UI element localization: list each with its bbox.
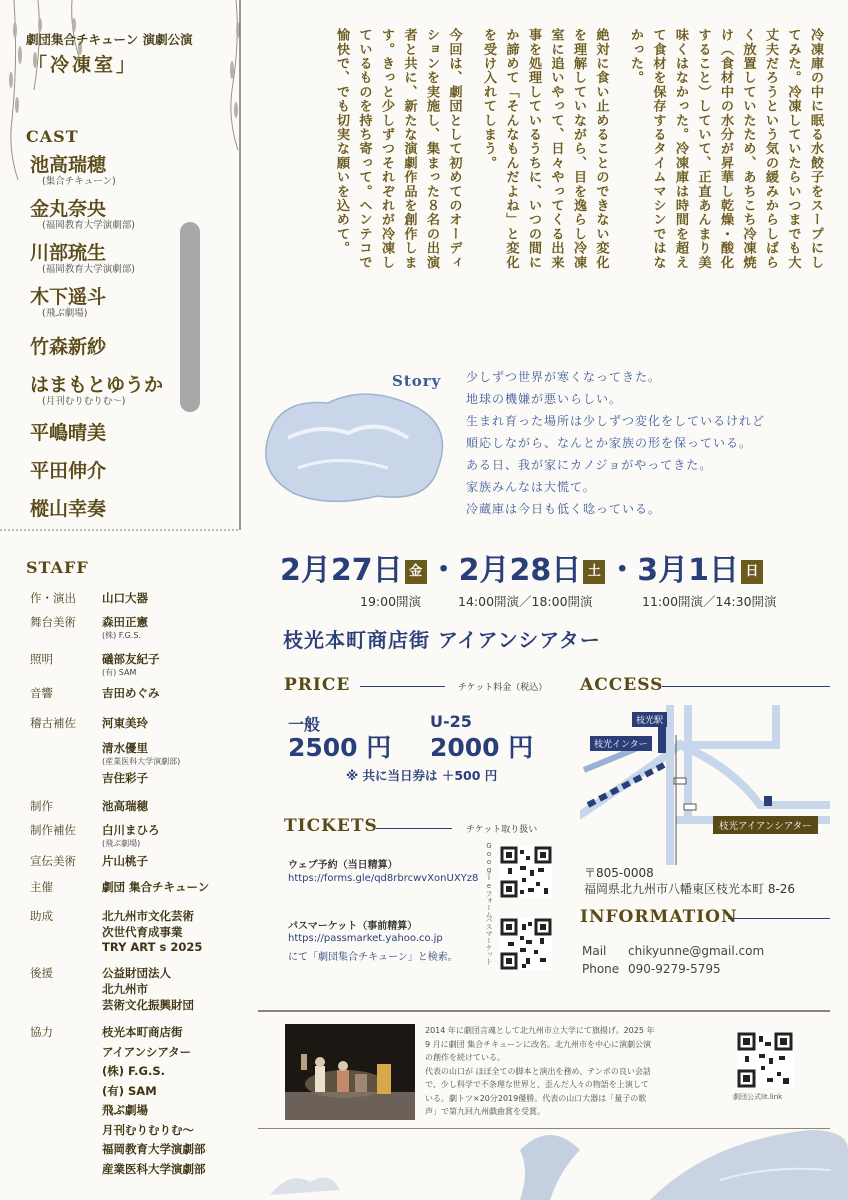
intro-line: を理解していながら、目を逸らし冷凍: [571, 28, 586, 270]
cast-member: [30, 154, 230, 190]
pass-note: にて「劇団集合チキューン」と検索。: [288, 952, 458, 963]
cast-member: [30, 242, 230, 278]
official-qr-code[interactable]: [737, 1032, 793, 1088]
phone-label: Phone: [582, 962, 620, 976]
about-line: の創作を続けている。: [425, 1053, 505, 1062]
staff-heading: STAFF: [26, 558, 89, 577]
intro-line: てみた。冷凍していたらいつまでも大: [785, 28, 801, 270]
play-title: 「冷凍室」: [28, 54, 139, 76]
about-line: で、少し科学で不条理な世界と、歪んだ人々の物語を上演して: [425, 1080, 649, 1089]
phone-number: 090-9279-5795: [628, 962, 721, 976]
price-rule: [360, 686, 445, 687]
cast-member: [30, 286, 230, 322]
staff-row: 稽古補佐 河東美玲: [30, 716, 148, 730]
door-note: ※ 共に当日券は ＋500 円: [346, 768, 498, 783]
story-text: [466, 366, 836, 520]
staff-row: 主催 劇団 集合チキューン: [30, 880, 210, 894]
pass-label: パスマーケット（事前精算）: [288, 921, 418, 932]
cast-affiliation: (福岡教育大学演劇部): [42, 264, 135, 275]
cast-name: 金丸奈央: [30, 198, 107, 220]
tickets-note-label: チケット取り扱い: [466, 825, 538, 835]
about-top-rule: [258, 1010, 830, 1012]
staff-row: 制作補佐 白川まひろ (飛ぶ劇場): [30, 823, 160, 848]
cast-heading: CAST: [26, 127, 79, 146]
cast-name: 池高瑞穂: [30, 154, 107, 176]
intro-line: か諦めて「そんなもんだよね」と変化: [503, 28, 519, 270]
pass-qr-caption: パスマーケット: [485, 916, 493, 965]
address: 福岡県北九州市八幡東区枝光本町 8-26: [584, 882, 796, 896]
staff-row: 助成 北九州市文化芸術 次世代育成事業 TRY ART s 2025: [30, 909, 203, 954]
cast-affiliation: (集合チキューン): [42, 176, 116, 187]
date-3: 3月1日: [637, 553, 739, 588]
intro-line: 愉快で、でも切実な願いを込めて。: [334, 28, 349, 256]
cast-name: 平田伸介: [30, 460, 107, 482]
price-note-label: チケット料金（税込）: [458, 683, 548, 693]
information-heading: INFORMATION: [580, 907, 738, 927]
intro-line: 味くはなかった。冷凍庫は時間を超え: [673, 28, 688, 270]
date-1: 2月27日: [280, 553, 403, 588]
intro-line: ているものを持ち寄って。ヘンテコで: [356, 28, 372, 270]
intro-line: 事を処理しているうちに、いつの間に: [526, 28, 541, 270]
staff-row: 吉住彩子: [102, 771, 148, 785]
about-line: 代表の山口が ほぼ全ての脚本と演出を務め、テンポの良い会話: [425, 1066, 651, 1076]
cast-name: はまもとゆうか: [30, 374, 164, 396]
intro-line: 冷凍庫の中に眠る水餃子をスープにし: [808, 28, 823, 270]
staff-row: 制作 池高瑞穂: [30, 799, 148, 813]
date-separator: ・: [428, 553, 459, 588]
venue: 枝光本町商店街 アイアンシアター: [283, 628, 601, 652]
map-label-station: 枝光駅: [632, 712, 667, 727]
about-line: 声」で第九回九州戯曲賞を受賞。: [425, 1107, 545, 1116]
cast-name: 平嶋晴美: [30, 422, 107, 444]
cast-name: 川部琉生: [30, 242, 107, 264]
intro-line: て食材を保存するタイムマシンではな: [650, 28, 666, 270]
story-line: 家族みんなは大慌て。: [466, 480, 596, 494]
cast-affiliation: (飛ぶ劇場): [42, 308, 88, 319]
pass-url-link[interactable]: https://passmarket.yahoo.co.jp: [288, 933, 443, 944]
cast-member: [30, 336, 230, 366]
access-rule: [662, 686, 830, 687]
staff-row: 宣伝美術 片山桃子: [30, 854, 148, 868]
staff-row: 協力 枝光本町商店街 アイアンシアター (株) F.G.S. (有) SAM 飛ぶ劇場 月刊むりむりむ〜 福岡教育大学演劇部 産業医科大学演劇部: [30, 1025, 206, 1176]
staff-row: 清水優里 (産業医科大学演劇部): [102, 741, 181, 766]
rod-decoration: [180, 222, 200, 412]
official-qr-caption: 劇団公式lit.link: [733, 1093, 783, 1101]
story-line: 冷蔵庫は今日も低く唸っている。: [466, 502, 662, 516]
cast-affiliation: (福岡教育大学演劇部): [42, 220, 135, 231]
date-2: 2月28日: [458, 553, 582, 588]
cast-member: [30, 198, 230, 234]
story-line: ある日、我が家にカノジョがやってきた。: [466, 458, 713, 472]
story-line: 少しずつ世界が寒くなってきた。: [466, 370, 662, 384]
cast-name: 樅山幸奏: [30, 498, 107, 520]
map-label-interchange: 枝光インター: [590, 736, 652, 751]
web-qr-caption: Googleフォーム: [485, 842, 493, 918]
intro-line: 今回は、劇団として初めてのオーディ: [446, 28, 462, 270]
story-line: 順応しながら、なんとか家族の形を保っている。: [466, 436, 753, 450]
cast-list: [30, 154, 230, 528]
day-badge-3: 日: [741, 560, 763, 584]
staff-row: 舞台美術 森田正憲 (株) F.G.S.: [30, 615, 148, 640]
general-label: 一般: [288, 715, 321, 734]
date-separator: ・: [607, 553, 638, 588]
price-heading: PRICE: [284, 675, 351, 695]
u25-price: 2000 円: [430, 733, 534, 762]
story-line: 生まれ育った場所は少しずつ変化をしているけれど: [466, 414, 766, 428]
intro-line: かった。: [628, 28, 643, 85]
general-price: 2500 円: [288, 733, 392, 762]
intro-line: け（食材中の水分が昇華し乾燥・酸化: [718, 28, 733, 270]
staff-row: 作・演出 山口大器: [30, 591, 148, 605]
schedule-dates: [280, 545, 830, 589]
cast-name: 竹森新紗: [30, 336, 107, 358]
staff-row: 照明 礒部友紀子 (有) SAM: [30, 652, 160, 677]
intro-line: 絶対に食い止めることのできない変化: [593, 28, 609, 270]
intro-line: すること）していて、正直あんまり美: [695, 28, 711, 270]
about-line: 9 月に劇団 集合チキューンに改名。北九州市を中心に演劇公演: [425, 1039, 652, 1049]
staff-row: 後援 公益財団法人 北九州市 芸術文化振興財団: [30, 966, 194, 1012]
intro-line: を受け入れてしまう。: [481, 28, 496, 170]
postal-code: 〒805-0008: [584, 866, 654, 880]
pass-qr-code[interactable]: [500, 918, 552, 970]
cast-member: [30, 498, 230, 528]
access-heading: ACCESS: [580, 675, 664, 695]
map-label-theater: 枝光アイアンシアター: [713, 816, 818, 834]
about-line: いる。劇トツ×20分2019優勝。代表の山口大器は「量子の歌: [425, 1093, 647, 1103]
ice-block-illustration: [258, 378, 458, 518]
mail-label: Mail: [582, 944, 607, 958]
whale-decoration: [250, 1110, 848, 1200]
stage-photo: [285, 1024, 415, 1120]
left-panel: [0, 0, 240, 1200]
about-line: 2014 年に劇団言魂として北九州市立大学にて旗揚げ。2025 年: [425, 1026, 655, 1035]
day-badge-1: 金: [405, 560, 427, 584]
intro-line: 丈夫だろうという気の緩みからしばら: [763, 28, 778, 270]
web-label: ウェブ予約（当日精算）: [288, 860, 398, 871]
staff-row: 音響 吉田めぐみ: [30, 686, 160, 700]
web-url-link[interactable]: https://forms.gle/qd8rbrcwvXonUXYz8: [288, 873, 479, 884]
cast-member: [30, 374, 230, 410]
about-text: [425, 1024, 717, 1119]
web-qr-code[interactable]: [500, 846, 552, 898]
cast-name: 木下遥斗: [30, 286, 107, 308]
u25-label: U-25: [430, 712, 472, 731]
day-badge-2: 土: [583, 560, 605, 584]
story-heading: Story: [392, 372, 442, 390]
time-2: 14:00開演／18:00開演: [458, 594, 593, 609]
intro-line: 室に追いやって、日々やってくる出来: [548, 28, 564, 270]
cast-member: [30, 422, 230, 452]
intro-line: 者と共に、新たな演劇作品を創作しま: [401, 28, 417, 270]
intro-line: く放置していたため、あちこち冷凍焼: [740, 28, 756, 270]
company-title: 劇団集合チキューン 演劇公演: [26, 32, 193, 47]
mail-link[interactable]: chikyunne@gmail.com: [628, 944, 765, 958]
cast-member: [30, 460, 230, 490]
cast-affiliation: (月刊むりむりむ〜): [42, 396, 126, 407]
story-line: 地球の機嫌が悪いらしい。: [466, 392, 623, 406]
information-rule: [728, 918, 830, 919]
tickets-rule: [376, 828, 452, 829]
intro-line: す。きっと少しずつそれぞれが冷凍し: [379, 28, 394, 270]
intro-text: [330, 28, 827, 346]
intro-line: ションを実施し、集まった８名の出演: [424, 28, 439, 270]
time-3: 11:00開演／14:30開演: [642, 594, 777, 609]
access-map: [580, 705, 830, 865]
time-1: 19:00開演: [360, 594, 422, 609]
tickets-heading: TICKETS: [284, 816, 378, 836]
